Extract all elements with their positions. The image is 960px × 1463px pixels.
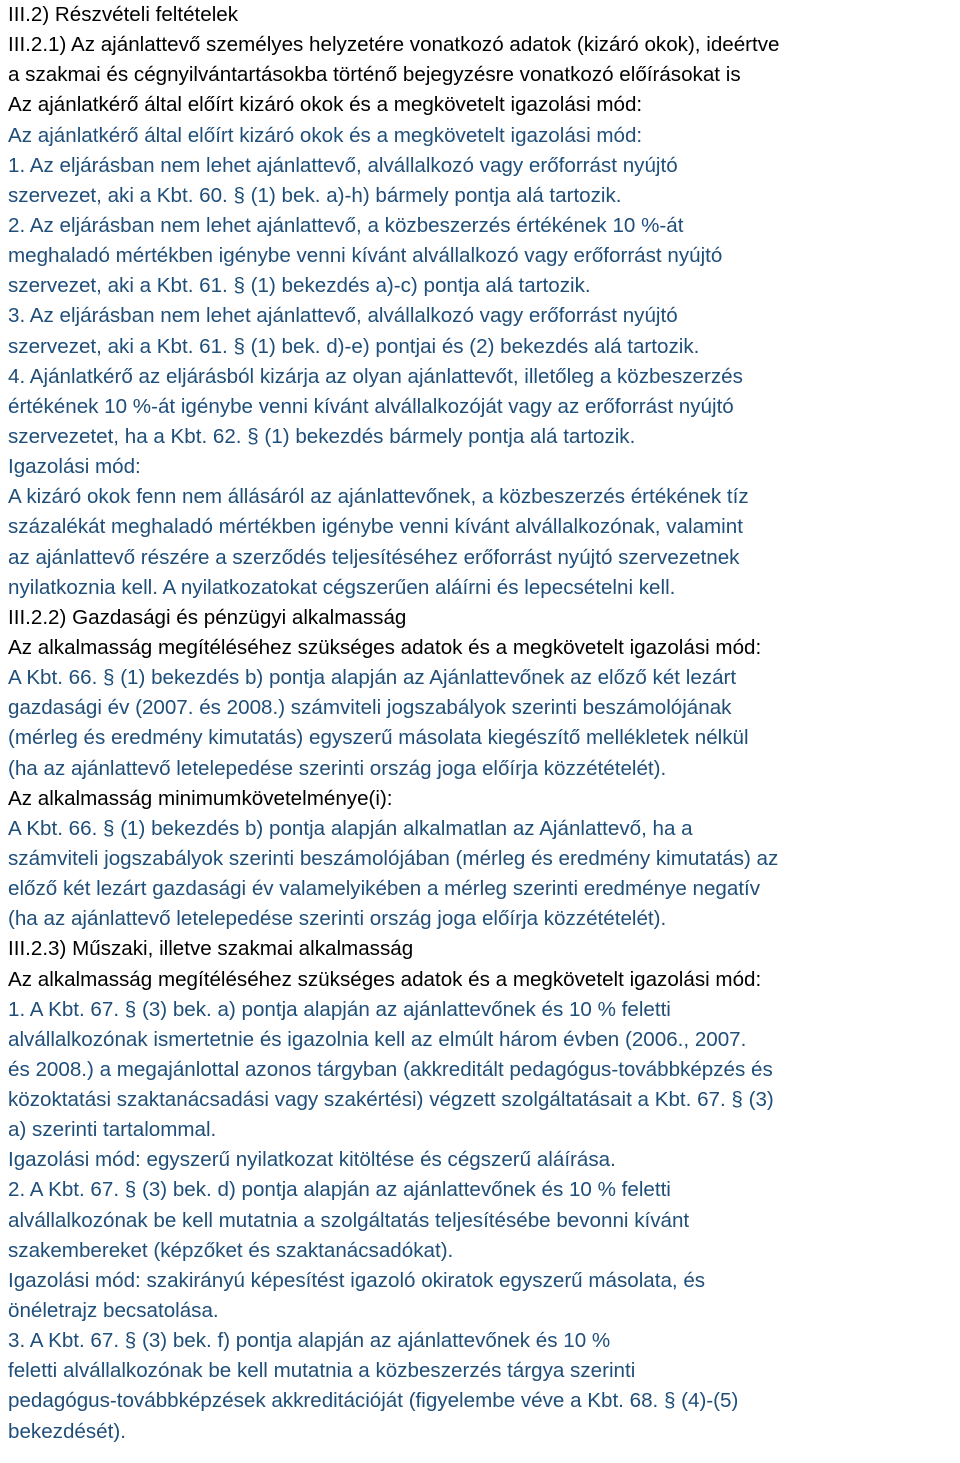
text-line: bekezdését). [8, 1419, 126, 1443]
text-line: 1. A Kbt. 67. § (3) bek. a) pontja alapján az ajánlattevőnek és 10 % feletti [8, 997, 671, 1021]
text-line: közoktatási szaktanácsadási vagy szakértési) végzett szolgáltatásait a Kbt. 67. § (3) [8, 1088, 774, 1112]
text-line: A Kbt. 66. § (1) bekezdés b) pontja alapján az Ajánlattevőnek az előző két lezárt [8, 666, 737, 690]
text-line: 3. Az eljárásban nem lehet ajánlattevő, alvállalkozó vagy erőforrást nyújtó [8, 304, 678, 328]
text-line: előző két lezárt gazdasági év valamelyikében a mérleg szerinti eredménye negatív [8, 877, 761, 901]
text-line: (ha az ajánlattevő letelepedése szerinti ország joga előírja közzétételét). [8, 756, 667, 780]
text-line: alvállalkozónak be kell mutatnia a szolgáltatás teljesítésébe bevonni kívánt [8, 1208, 690, 1232]
text-line: Az alkalmasság megítéléséhez szükséges adatok és a megkövetelt igazolási mód: [8, 967, 762, 991]
text-line: a) szerinti tartalommal. [8, 1118, 217, 1142]
text-line: meghaladó mértékben igénybe venni kívánt alvállalkozó vagy erőforrást nyújtó [8, 244, 723, 268]
text-line: A kizáró okok fenn nem állásáról az ajánlattevőnek, a közbeszerzés értékének tíz [8, 485, 749, 509]
text-line: pedagógus-továbbképzések akkreditációját (figyelembe véve a Kbt. 68. § (4)-(5) [8, 1389, 739, 1413]
text-line: 3. A Kbt. 67. § (3) bek. f) pontja alapján az ajánlattevőnek és 10 % [8, 1329, 611, 1353]
text-line: szakembereket (képzőket és szaktanácsadókat). [8, 1238, 454, 1262]
text-line: 2. A Kbt. 67. § (3) bek. d) pontja alapján az ajánlattevőnek és 10 % feletti [8, 1178, 671, 1202]
text-line: és 2008.) a megajánlottal azonos tárgyban (akkreditált pedagógus-továbbképzés és [8, 1057, 773, 1081]
text-line: alvállalkozónak ismertetnie és igazolnia kell az elmúlt három évben (2006., 2007. [8, 1027, 747, 1051]
text-line: önéletrajz becsatolása. [8, 1299, 219, 1323]
text-line: értékének 10 %-át igénybe venni kívánt alvállalkozóját vagy az erőforrást nyújtó [8, 394, 734, 418]
text-line: feletti alvállalkozónak be kell mutatnia a közbeszerzés tárgya szerinti [8, 1359, 636, 1383]
text-line: az ajánlattevő részére a szerződés teljesítéséhez erőforrást nyújtó szervezetnek [8, 545, 740, 569]
text-line: 1. Az eljárásban nem lehet ajánlattevő, alvállalkozó vagy erőforrást nyújtó [8, 153, 678, 177]
text-line: százalékát meghaladó mértékben igénybe venni kívánt alvállalkozónak, valamint [8, 515, 743, 539]
text-line: Igazolási mód: [8, 455, 141, 479]
text-line: Az alkalmasság minimumkövetelménye(i): [8, 786, 393, 810]
text-line: Igazolási mód: szakirányú képesítést igazoló okiratok egyszerű másolata, és [8, 1268, 706, 1292]
document-body [8, 0, 956, 1447]
text-line: III.2) Részvételi feltételek [8, 3, 239, 26]
text-line: A Kbt. 66. § (1) bekezdés b) pontja alapján alkalmatlan az Ajánlattevő, ha a [8, 816, 693, 840]
text-line: Az alkalmasság megítéléséhez szükséges adatok és a megkövetelt igazolási mód: [8, 635, 762, 659]
text-line: szervezet, aki a Kbt. 61. § (1) bek. d)-e) pontjai és (2) bekezdés alá tartozik. [8, 334, 700, 358]
text-line: (mérleg és eredmény kimutatás) egyszerű másolata kiegészítő mellékletek nélkül [8, 726, 749, 750]
text-line: a szakmai és cégnyilvántartásokba történő bejegyzésre vonatkozó előírásokat is [8, 63, 741, 87]
text-line: szervezet, aki a Kbt. 60. § (1) bek. a)-h) bármely pontja alá tartozik. [8, 183, 622, 207]
text-line: 2. Az eljárásban nem lehet ajánlattevő, a közbeszerzés értékének 10 %-át [8, 213, 684, 237]
text-line: nyilatkoznia kell. A nyilatkozatokat cégszerűen aláírni és lepecsételni kell. [8, 575, 676, 599]
text-line: III.2.1) Az ajánlattevő személyes helyzetére vonatkozó adatok (kizáró okok), ideértve [8, 33, 780, 57]
text-line: gazdasági év (2007. és 2008.) számviteli jogszabályok szerinti beszámolójának [8, 696, 732, 720]
text-line: Az ajánlatkérő által előírt kizáró okok és a megkövetelt igazolási mód: [8, 123, 643, 147]
text-line: Igazolási mód: egyszerű nyilatkozat kitöltése és cégszerű aláírása. [8, 1148, 616, 1172]
text-line: szervezetet, ha a Kbt. 62. § (1) bekezdés bármely pontja alá tartozik. [8, 424, 636, 448]
text-line: Az ajánlatkérő által előírt kizáró okok és a megkövetelt igazolási mód: [8, 93, 643, 117]
text-line: (ha az ajánlattevő letelepedése szerinti ország joga előírja közzétételét). [8, 907, 667, 931]
text-line: III.2.2) Gazdasági és pénzügyi alkalmasság [8, 605, 407, 629]
text-line: számviteli jogszabályok szerinti beszámolójában (mérleg és eredmény kimutatás) az [8, 846, 779, 870]
text-line: 4. Ajánlatkérő az eljárásból kizárja az olyan ajánlattevőt, illetőleg a közbeszerzés [8, 364, 743, 388]
text-line: III.2.3) Műszaki, illetve szakmai alkalmasság [8, 937, 414, 961]
text-line: szervezet, aki a Kbt. 61. § (1) bekezdés a)-c) pontja alá tartozik. [8, 274, 591, 298]
